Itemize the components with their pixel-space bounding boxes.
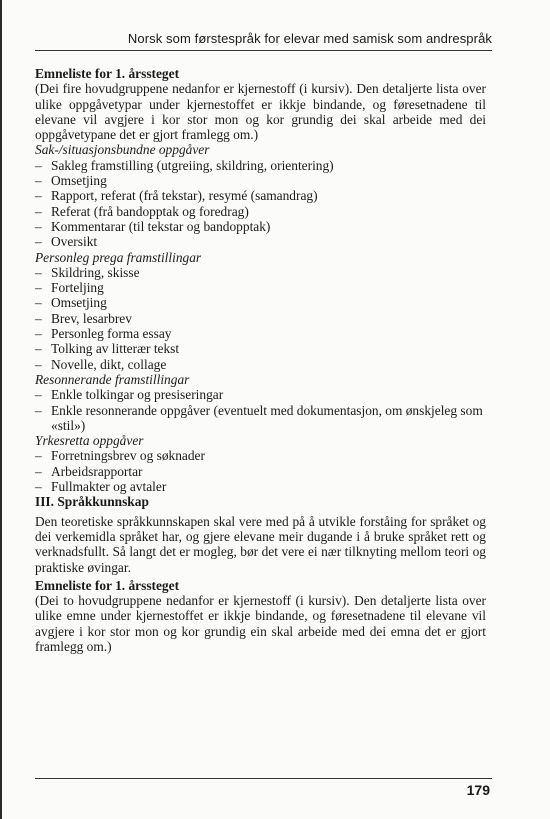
- list-item: – Tolking av litterær tekst: [35, 341, 486, 356]
- list-item: – Sakleg framstilling (utgreiing, skildring, orientering): [35, 158, 486, 173]
- list-item: – Novelle, dikt, collage: [35, 357, 486, 372]
- group-title: Personleg prega framstillingar: [35, 249, 202, 265]
- note-paragraph: (Dei to hovudgruppene nedanfor er kjernestoff (i kursiv). Den detaljerte lista over ulike emne under kjernestoffet er ikkje bindande, og føresetnadene til elevane vil avgjere i kor stor mon og kor grundig ein skal arbeide med dei emna det er gjort framlegg om.): [35, 593, 486, 654]
- body-paragraph: Den teoretiske språkkunnskapen skal vere med på å utvikle forståing for språket og dei verkemidla språket har, og gjere elevane meir dugande i å bruke språket rett og verknadsfullt. Så langt det er mogleg, bør det vere ei nær tilknyting mellom teori og praktiske øvingar.: [35, 513, 486, 575]
- section-heading-topic-list: Emneliste for 1. årssteget: [35, 66, 180, 81]
- list-item: – Forteljing: [35, 280, 486, 295]
- subsection-heading: Emneliste for 1. årssteget: [35, 577, 180, 593]
- running-header: Norsk som førstespråk for elevar med samisk som andrespråk: [127, 31, 492, 46]
- list-item: – Enkle tolkingar og presiseringar: [35, 387, 486, 402]
- list-item: – Omsetjing: [35, 295, 486, 310]
- group-title: Yrkesretta oppgåver: [35, 433, 144, 449]
- list-item: – Forretningsbrev og søknader: [35, 448, 486, 463]
- task-list: [35, 387, 486, 433]
- task-list: [35, 265, 486, 372]
- group-title: Sak-/situasjonsbundne oppgåver: [35, 142, 210, 158]
- list-item: – Rapport, referat (frå tekstar), resymé (samandrag): [35, 188, 486, 203]
- list-item: – Fullmakter og avtaler: [35, 479, 486, 494]
- list-item: – Personleg forma essay: [35, 326, 486, 341]
- list-item: – Skildring, skisse: [35, 265, 486, 280]
- section-heading-language: III. Språkkunnskap: [35, 494, 149, 510]
- list-item: – Omsetjing: [35, 173, 486, 188]
- page-number: 179: [466, 782, 490, 798]
- intro-paragraph: (Dei fire hovudgruppene nedanfor er kjernestoff (i kursiv). Den detaljerte lista over ulike oppgåvetypar under kjernestoffet er ikkje bindande, og føresetnadene til elevane vil avgjere i kor stor mon og kor grundig dei skal arbeide med dei oppgåvetypane det er gjort framlegg om.): [35, 81, 486, 143]
- list-item: – Enkle resonnerande oppgåver (eventuelt med dokumentasjon, om ønskjeleg som «stil»): [35, 403, 486, 434]
- list-item: – Brev, lesarbrev: [35, 311, 486, 326]
- list-item: – Oversikt: [35, 234, 486, 249]
- footer-rule: [35, 778, 492, 779]
- header-rule: [35, 50, 492, 51]
- list-item: – Kommentarar (til tekstar og bandopptak): [35, 219, 486, 234]
- list-item: – Arbeidsrapportar: [35, 464, 486, 479]
- group-title: Resonnerande framstillingar: [35, 371, 190, 387]
- task-list: [35, 158, 486, 250]
- page-content: [35, 66, 486, 654]
- task-list: [35, 448, 486, 494]
- list-item: – Referat (frå bandopptak og foredrag): [35, 204, 486, 219]
